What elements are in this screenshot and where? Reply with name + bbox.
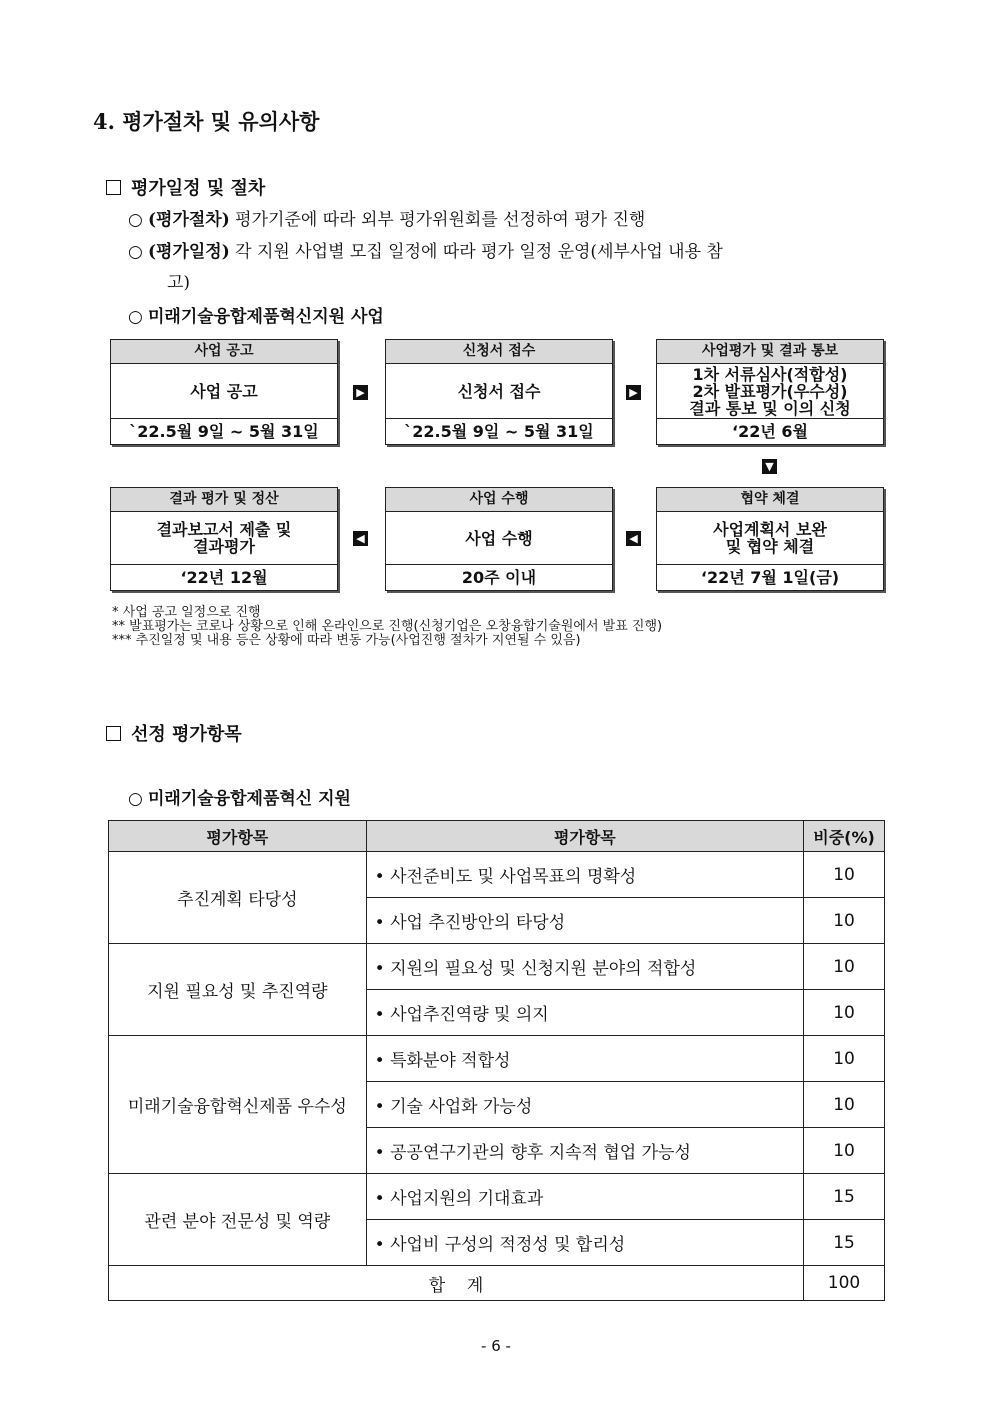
flow-box-body: 사업 공고 bbox=[111, 364, 337, 419]
weight-cell: 15 bbox=[804, 1220, 885, 1266]
column-header: 비중(%) bbox=[804, 821, 885, 852]
flow-body-line: 결과보고서 제출 및 bbox=[156, 520, 292, 539]
flow-box-execution bbox=[385, 487, 613, 591]
footnote: ** 발표평가는 코로나 상황으로 인해 온라인으로 진행(신청기업은 오창융합기술원에서 발표 진행) bbox=[112, 619, 663, 634]
weight-cell: 15 bbox=[804, 1174, 885, 1220]
item-text: 사업비 구성의 적정성 및 합리성 bbox=[390, 1235, 626, 1255]
bullet-procedure bbox=[128, 205, 645, 230]
bullet-text: 각 지원 사업별 모집 일정에 따라 평가 일정 운영(세부사업 내용 참 bbox=[229, 242, 723, 262]
circle-bullet-icon: ○ bbox=[128, 242, 143, 262]
weight-cell: 10 bbox=[804, 990, 885, 1036]
criteria-program bbox=[128, 784, 351, 809]
criteria-heading bbox=[106, 720, 242, 746]
flow-box-header: 사업 공고 bbox=[111, 340, 337, 364]
item-text: 공공연구기관의 향후 지속적 협업 가능성 bbox=[390, 1143, 691, 1163]
flow-body-line: 결과평가 bbox=[193, 537, 255, 556]
weight-cell: 10 bbox=[804, 944, 885, 990]
flow-box-footer: ‘22년 12월 bbox=[180, 568, 268, 587]
item-cell: • 기술 사업화 가능성 bbox=[366, 1082, 803, 1128]
total-value: 100 bbox=[804, 1266, 885, 1301]
flow-body-line: 1차 서류심사(적합성) bbox=[692, 364, 848, 384]
flow-box-agreement bbox=[656, 487, 884, 591]
arrow-right-icon: ▶ bbox=[353, 385, 368, 400]
category-cell: 미래기술융합혁신제품 우수성 bbox=[109, 1036, 367, 1174]
footnote: *** 추진일정 및 내용 등은 상황에 따라 변동 가능(사업진행 절차가 지연될 수 있음) bbox=[112, 633, 581, 648]
item-cell: • 지원의 필요성 및 신청지원 분야의 적합성 bbox=[366, 944, 803, 990]
flow-body-line: 결과 통보 및 이의 신청 bbox=[689, 398, 851, 418]
program-name: 미래기술융합제품혁신지원 사업 bbox=[148, 307, 384, 327]
flow-box-header: 협약 체결 bbox=[657, 488, 883, 512]
total-label: 합 계 bbox=[109, 1266, 804, 1301]
table-header-row bbox=[109, 821, 885, 852]
circle-bullet-icon: ○ bbox=[128, 789, 143, 809]
column-header: 평가항목 bbox=[109, 821, 367, 852]
flow-body-line: 및 협약 체결 bbox=[725, 537, 815, 556]
footnotes bbox=[112, 606, 662, 648]
bullet-schedule bbox=[128, 237, 900, 262]
category-cell: 추진계획 타당성 bbox=[109, 852, 367, 944]
table-row bbox=[109, 944, 885, 990]
item-cell: • 공공연구기관의 향후 지속적 협업 가능성 bbox=[366, 1128, 803, 1174]
flow-box-header: 결과 평가 및 정산 bbox=[111, 488, 337, 512]
flow-body-line: 2차 발표평가(우수성) bbox=[692, 381, 848, 401]
item-text: 사업지원의 기대효과 bbox=[390, 1189, 544, 1209]
bullet-text: 평가기준에 따라 외부 평가위원회를 선정하여 평가 진행 bbox=[229, 210, 646, 230]
arrow-down-icon: ▼ bbox=[762, 459, 777, 474]
item-cell: • 사업지원의 기대효과 bbox=[366, 1174, 803, 1220]
flow-box-body: 신청서 접수 bbox=[386, 364, 612, 419]
flow-box-header: 사업 수행 bbox=[386, 488, 612, 512]
arrow-right-icon: ▶ bbox=[626, 385, 641, 400]
bullet-schedule-cont: 고) bbox=[167, 273, 191, 293]
flow-box-header: 사업평가 및 결과 통보 bbox=[657, 340, 883, 364]
flow-box-evaluation bbox=[656, 339, 884, 445]
weight-cell: 10 bbox=[804, 1082, 885, 1128]
item-text: 사전준비도 및 사업목표의 명확성 bbox=[390, 867, 637, 887]
item-cell: • 사업 추진방안의 타당성 bbox=[366, 898, 803, 944]
bullet-label: (평가일정) bbox=[148, 242, 230, 262]
section-title: 4. 평가절차 및 유의사항 bbox=[93, 109, 320, 134]
schedule-heading bbox=[106, 174, 265, 200]
circle-bullet-icon: ○ bbox=[128, 307, 143, 327]
flow-box-footer: ‘22년 7월 1일(금) bbox=[700, 568, 840, 587]
weight-cell: 10 bbox=[804, 1036, 885, 1082]
flow-box-footer: ‘22년 6월 bbox=[732, 422, 808, 441]
category-cell: 관련 분야 전문성 및 역량 bbox=[109, 1174, 367, 1266]
table-row bbox=[109, 1036, 885, 1082]
flow-box-footer: `22.5월 9일 ~ 5월 31일 bbox=[404, 422, 594, 441]
weight-cell: 10 bbox=[804, 852, 885, 898]
flow-box-application bbox=[385, 339, 613, 445]
flow-box-header: 신청서 접수 bbox=[386, 340, 612, 364]
weight-cell: 10 bbox=[804, 1128, 885, 1174]
item-cell: • 사전준비도 및 사업목표의 명확성 bbox=[366, 852, 803, 898]
bullet-program bbox=[128, 302, 384, 327]
item-cell: • 사업추진역량 및 의지 bbox=[366, 990, 803, 1036]
table-row bbox=[109, 852, 885, 898]
evaluation-table bbox=[108, 820, 885, 1301]
flow-box-announcement bbox=[110, 339, 338, 445]
flow-box-body bbox=[111, 512, 337, 565]
page-number: - 6 - bbox=[481, 1337, 511, 1355]
item-text: 특화분야 적합성 bbox=[390, 1051, 511, 1071]
column-header: 평가항목 bbox=[366, 821, 803, 852]
item-cell: • 사업비 구성의 적정성 및 합리성 bbox=[366, 1220, 803, 1266]
item-text: 기술 사업화 가능성 bbox=[390, 1097, 533, 1117]
item-cell: • 특화분야 적합성 bbox=[366, 1036, 803, 1082]
checkbox-square-icon bbox=[106, 726, 121, 741]
flow-box-body bbox=[657, 364, 883, 419]
total-row bbox=[109, 1266, 885, 1301]
category-cell: 지원 필요성 및 추진역량 bbox=[109, 944, 367, 1036]
flow-body-line: 사업계획서 보완 bbox=[713, 520, 827, 539]
schedule-heading-text: 평가일정 및 절차 bbox=[131, 178, 266, 199]
criteria-heading-text: 선정 평가항목 bbox=[131, 724, 242, 745]
criteria-program-name: 미래기술융합제품혁신 지원 bbox=[148, 789, 351, 809]
flow-box-body bbox=[657, 512, 883, 565]
flow-box-footer: 20주 이내 bbox=[461, 568, 537, 587]
flow-box-body: 사업 수행 bbox=[386, 512, 612, 565]
flow-box-settlement bbox=[110, 487, 338, 591]
arrow-left-icon: ◀ bbox=[626, 531, 641, 546]
arrow-left-icon: ◀ bbox=[353, 531, 368, 546]
table-row bbox=[109, 1174, 885, 1220]
bullet-label: (평가절차) bbox=[148, 210, 230, 230]
item-text: 사업추진역량 및 의지 bbox=[390, 1005, 549, 1025]
item-text: 지원의 필요성 및 신청지원 분야의 적합성 bbox=[390, 959, 697, 979]
footnote: * 사업 공고 일정으로 진행 bbox=[112, 605, 261, 620]
circle-bullet-icon: ○ bbox=[128, 210, 143, 230]
flow-box-footer: `22.5월 9일 ~ 5월 31일 bbox=[129, 422, 319, 441]
checkbox-square-icon bbox=[106, 180, 121, 195]
weight-cell: 10 bbox=[804, 898, 885, 944]
item-text: 사업 추진방안의 타당성 bbox=[390, 913, 566, 933]
